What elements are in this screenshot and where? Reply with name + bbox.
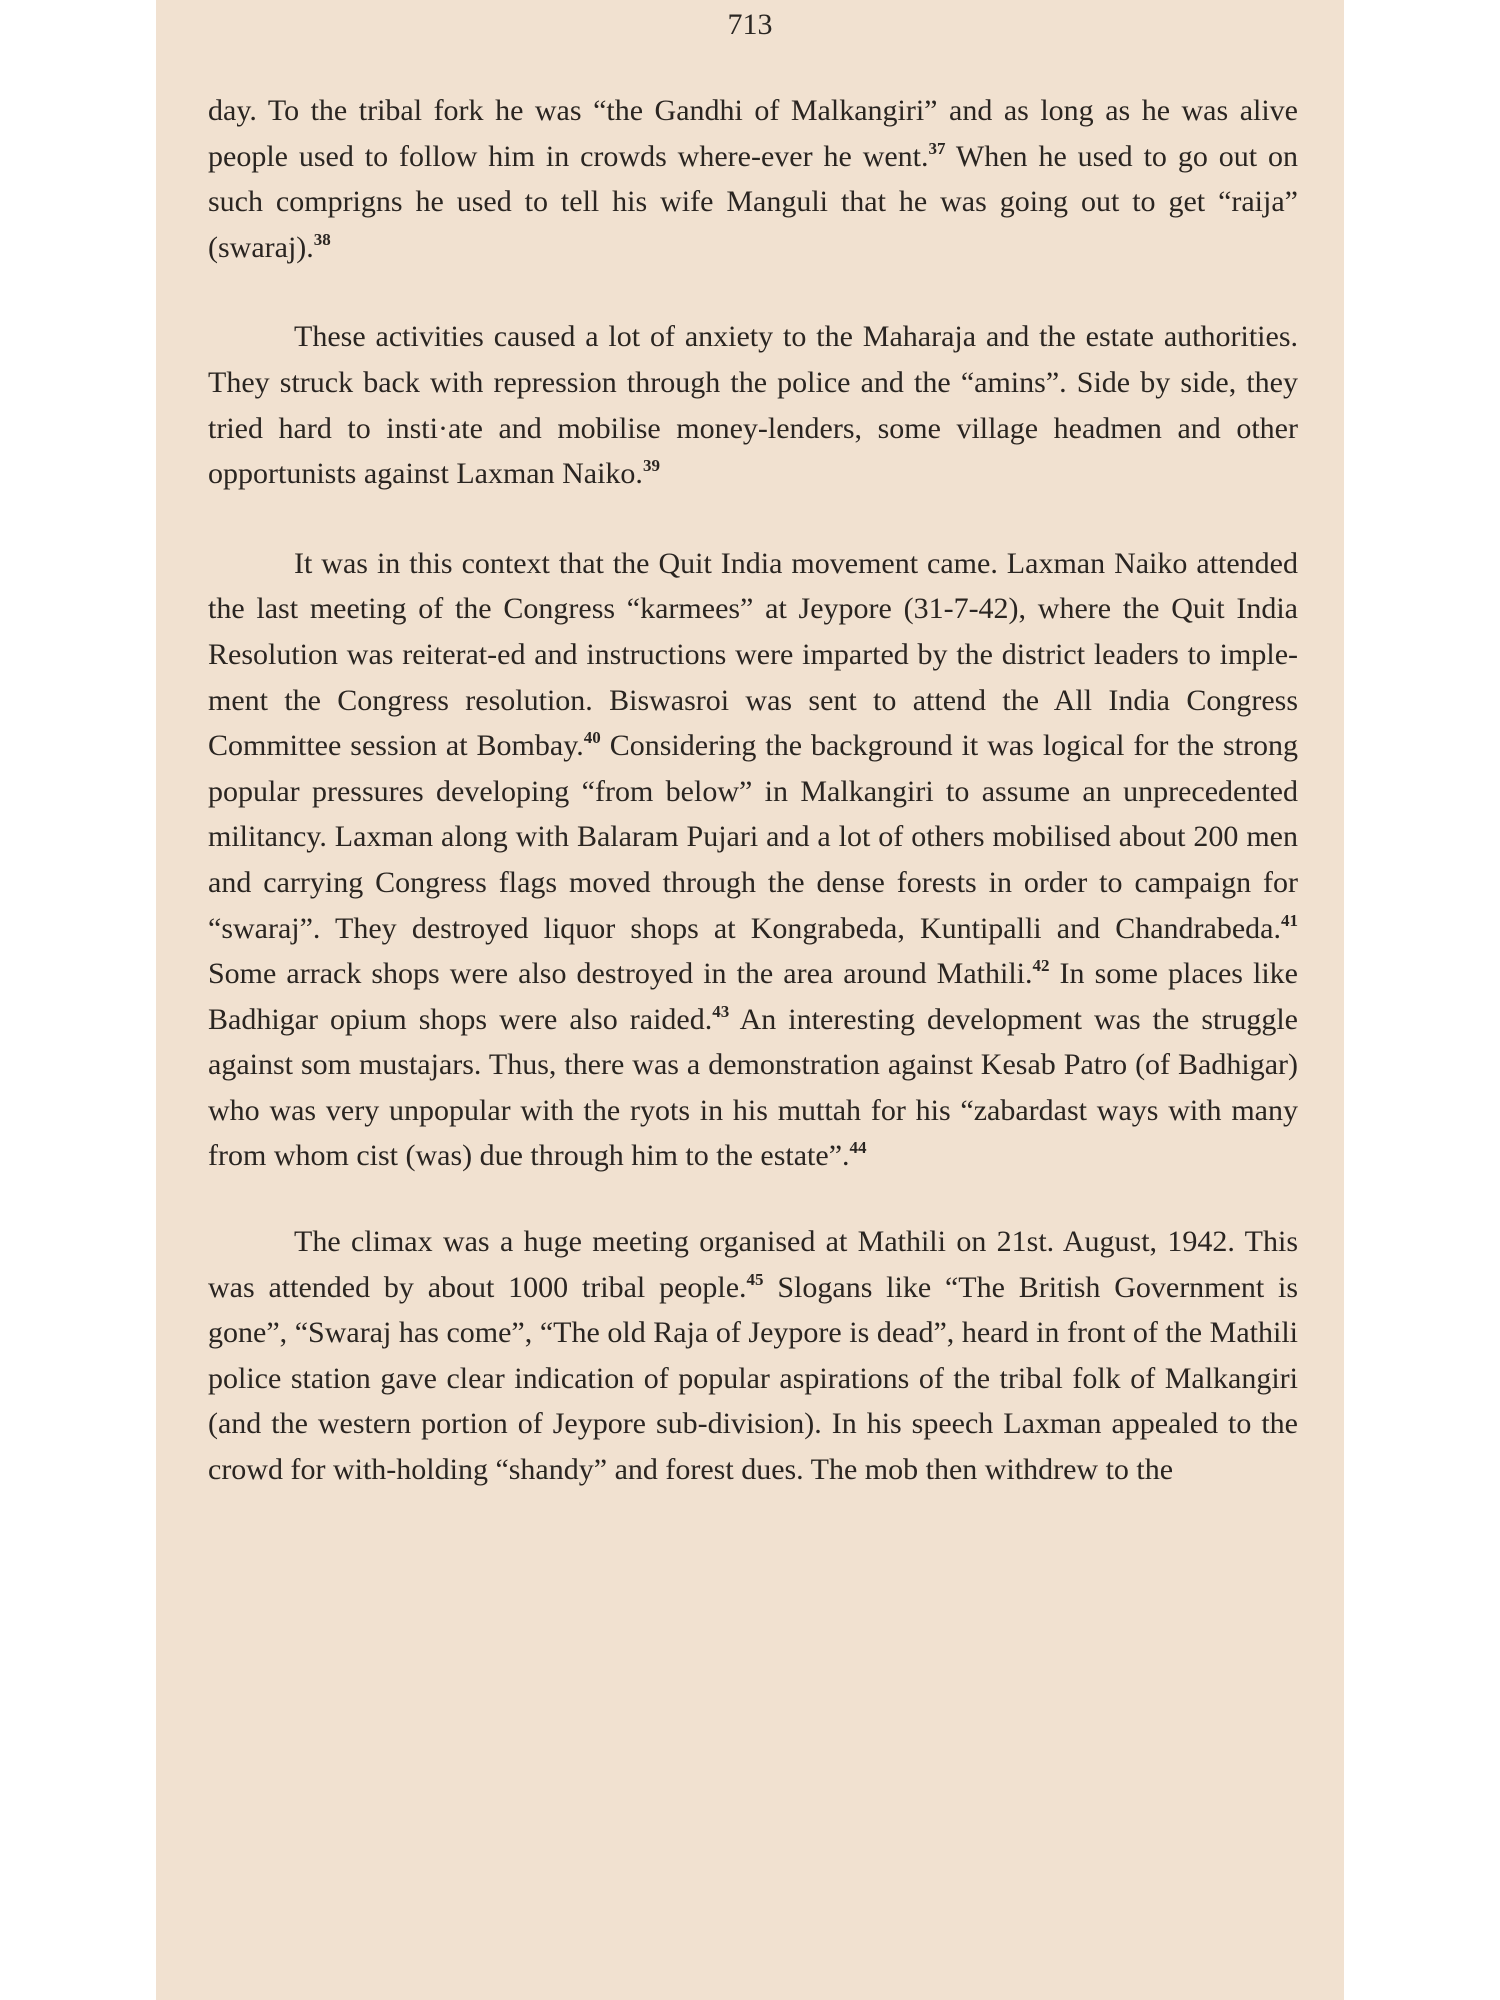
paragraph <box>208 314 1298 496</box>
text-run: It was in this context that the Quit India movement came. Laxman Naiko attended the last meeting of the Congress “karmees” at Jeypore (31-7-42), where the Quit India Resolution was reiterat-ed and instructions were imparted by the district leaders to imple-ment the Congress resolution. Biswasroi was sent to attend the All India Congress Committee session at Bombay. <box>208 546 1298 763</box>
footnote-ref: 45 <box>746 1269 764 1289</box>
paragraph <box>208 541 1298 1179</box>
body-text <box>208 88 1298 1493</box>
text-run: These activities caused a lot of anxiety to the Maharaja and the estate authorities. They struck back with repression through the police and the “amins”. Side by side, they tried hard to insti·ate and mobilise money-lenders, some village headmen and other opportunists against Laxman Naiko. <box>208 320 1298 491</box>
text-run: Slogans like “The British Government is gone”, “Swaraj has come”, “The old Raja of Jeypore is dead”, heard in front of the Mathili police station gave clear indication of popular aspirations of the tribal folk of Malkangiri (and the western portion of Jeypore sub-division). In his speech Laxman appealed to the crowd for with-holding “shandy” and forest dues. The mob then withdrew to the <box>208 1270 1298 1487</box>
paragraph <box>208 88 1298 270</box>
text-run: An interesting development was the struggle against som mustajars. Thus, there was a demonstration against Kesab Patro (of Badhigar) who was very unpopular with the ryots in his muttah for his “zabardast ways with many from whom cist (was) due through him to the estate”. <box>208 1002 1298 1173</box>
footnote-ref: 38 <box>313 229 331 249</box>
footnote-ref: 41 <box>1281 910 1298 930</box>
text-run: In some places like Badhigar opium shops were also raided. <box>208 957 1298 1036</box>
paragraph-gap <box>208 497 1298 541</box>
page-number: 713 <box>727 8 773 41</box>
paragraph-gap <box>208 270 1298 314</box>
footnote-ref: 37 <box>928 138 946 158</box>
footnote-ref: 39 <box>642 456 660 476</box>
paragraph <box>208 1219 1298 1493</box>
text-run: Considering the background it was logical for the strong popular pressures developing “from below” in Malkangiri to assume an unprecedented militancy. Laxman along with Balaram Pujari and a lot of others mobilised about 200 men and carrying Congress flags moved through the dense forests in order to campaign for “swaraj”. They destroyed liquor shops at Kongrabeda, Kuntipalli and Chandrabeda. <box>208 729 1298 945</box>
book-page <box>156 0 1344 2000</box>
footnote-ref: 42 <box>1032 956 1050 976</box>
text-run: When he used to go out on such comprigns he used to tell his wife Manguli that he was going out to get “raija” (swaraj). <box>208 139 1298 264</box>
paragraph-gap <box>208 1179 1298 1219</box>
text-run: Some arrack shops were also destroyed in the area around Mathili. <box>208 957 1033 991</box>
footnote-ref: 43 <box>712 1001 730 1021</box>
text-run: The climax was a huge meeting organised at Mathili on 21st. August, 1942. This was attended by about 1000 tribal people. <box>208 1225 1298 1304</box>
text-run: day. To the tribal fork he was “the Gandhi of Malkangiri” and as long as he was alive people used to follow him in crowds where-ever he went. <box>208 94 1298 173</box>
footnote-ref: 44 <box>849 1138 867 1158</box>
footnote-ref: 40 <box>583 728 601 748</box>
